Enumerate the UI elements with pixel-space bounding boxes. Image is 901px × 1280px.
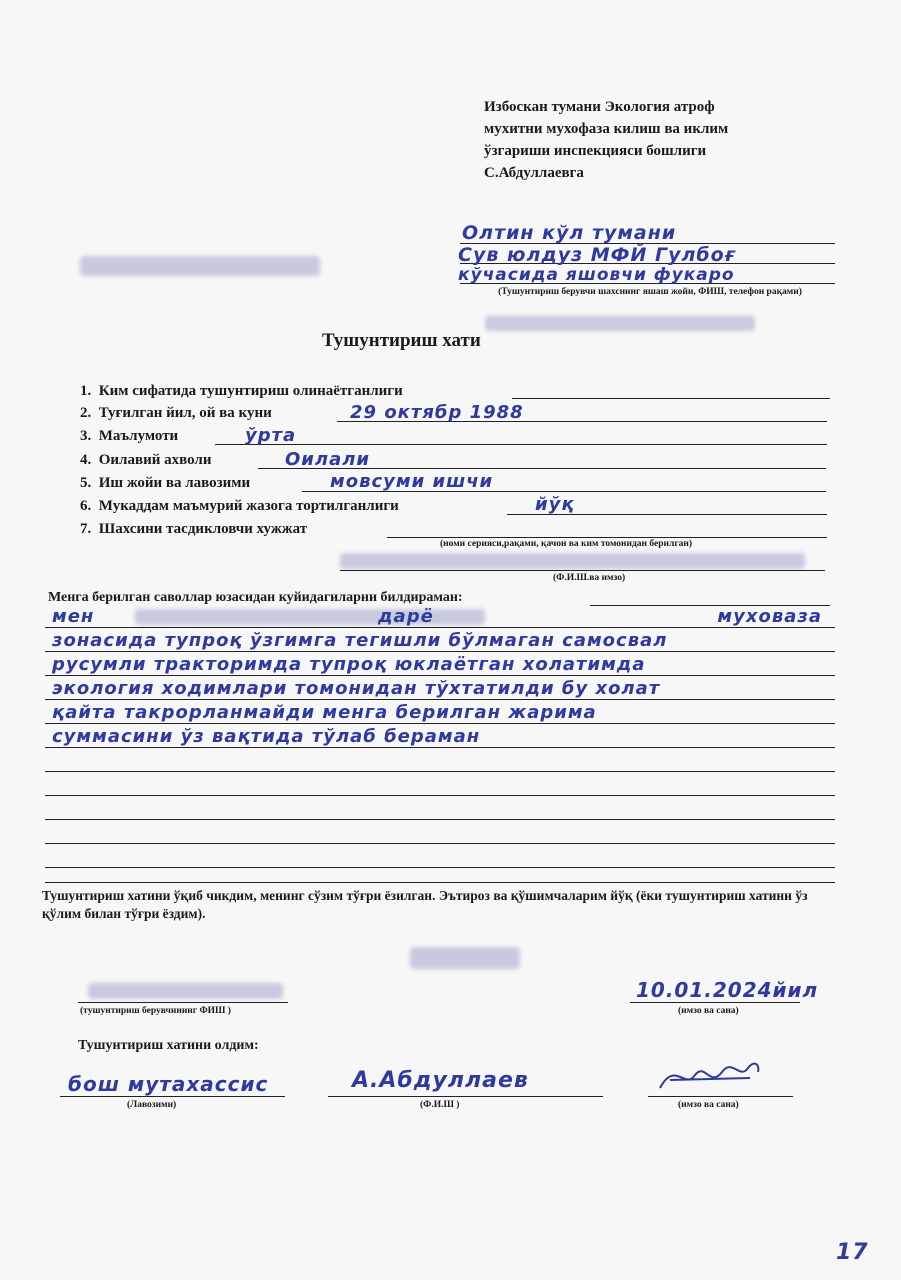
giver-date: 10.01.2024йил — [636, 978, 819, 1002]
field-num: 3. — [80, 428, 92, 444]
receiver-position: бош мутахассис — [68, 1072, 269, 1096]
receiver-name: А.Абдуллаев — [352, 1068, 529, 1093]
field-label: Туғилган йил, ой ва куни — [98, 405, 272, 421]
statement-line: русумли тракторимда тупроқ юклаётган холатимда — [52, 654, 646, 675]
statement-line: суммасини ўз вақтида тўлаб бераман — [52, 726, 481, 747]
receiver-position-caption: (Лавозими) — [127, 1100, 177, 1110]
field-label: Оилавий ахволи — [98, 452, 212, 468]
field-label: Иш жойи ва лавозими — [98, 475, 251, 491]
document-caption: (номи серияси,рақами, қачон ва ким томонидан берилган) — [440, 539, 693, 549]
redacted-document — [340, 553, 805, 569]
addressee-line: ўзгариши инспекцияси бошлиги — [484, 143, 707, 159]
statement-intro: Менга берилган саволлар юзасидан куйидагиларни билдираман: — [48, 590, 463, 605]
addressee-block — [484, 96, 728, 184]
redacted-sender-phone — [485, 316, 755, 331]
statement-line: мен дарё муховаза — [52, 606, 822, 627]
field-label: Ким сифатида тушунтириш олинаётганлиги — [98, 383, 403, 399]
receiver-signature — [650, 1050, 770, 1100]
sender-line: Олтин кўл тумани — [462, 222, 677, 244]
statement-line: зонасида тупроқ ўзгимга тегишли бўлмаган самосвал — [52, 630, 668, 651]
page-title: Тушунтириш хати — [322, 330, 481, 351]
field-value: Оилали — [285, 449, 371, 470]
field-label: Мукаддам маъмурий жазога тортилганлиги — [98, 498, 399, 514]
field-value: 29 октябр 1988 — [350, 402, 524, 423]
page-number: 17 — [836, 1240, 869, 1265]
field-num: 2. — [80, 405, 92, 421]
field-num: 6. — [80, 498, 92, 514]
field-num: 4. — [80, 452, 92, 468]
confirmation-text: Тушунтириш хатини ўқиб чикдим, менинг сўзим тўғри ёзилган. Эътироз ва қўшимчаларим йўқ (ёки тушунтириш хатини ўз қўлим билан тўғри ёздим). — [42, 888, 808, 921]
addressee-line: мухитни мухофаза килиш ва иклим — [484, 121, 729, 137]
addressee-line: С.Абдуллаевга — [484, 165, 584, 181]
field-value: ўрта — [245, 425, 297, 446]
sender-line: Сув юлдуз МФЙ Гулбоғ — [458, 244, 737, 266]
field-label: Шахсини тасдикловчи хужжат — [98, 521, 308, 537]
field-value: мовсуми ишчи — [330, 471, 494, 492]
field-num: 7. — [80, 521, 92, 537]
receiver-name-caption: (Ф.И.Ш ) — [420, 1100, 460, 1110]
fio-caption: (Ф.И.Ш.ва имзо) — [553, 573, 626, 583]
sender-caption: (Тушунтириш берувчи шахснинг яшаш жойи, ФИШ, телефон рақами) — [498, 287, 802, 297]
giver-date-caption: (имзо ва сана) — [678, 1006, 739, 1016]
statement-line: қайта такрорланмайди менга берилган жарима — [52, 702, 597, 723]
statement-line: экология ходимлари томонидан тўхтатилди бу холат — [52, 678, 661, 699]
giver-fio-caption: (тушунтириш берувчининг ФИШ ) — [80, 1006, 231, 1016]
field-label: Маълумоти — [98, 428, 179, 444]
redacted-giver-name — [88, 983, 283, 999]
field-value: йўқ — [535, 494, 575, 515]
field-num: 1. — [80, 383, 92, 399]
addressee-line: Избоскан тумани Экология атроф — [484, 99, 715, 115]
giver-signature — [410, 947, 520, 969]
receiver-sign-caption: (имзо ва сана) — [678, 1100, 739, 1110]
receiver-heading: Тушунтириш хатини олдим: — [78, 1038, 259, 1053]
field-num: 5. — [80, 475, 92, 491]
sender-line: кўчасида яшовчи фукаро — [458, 265, 735, 285]
redacted-phone — [80, 256, 320, 276]
